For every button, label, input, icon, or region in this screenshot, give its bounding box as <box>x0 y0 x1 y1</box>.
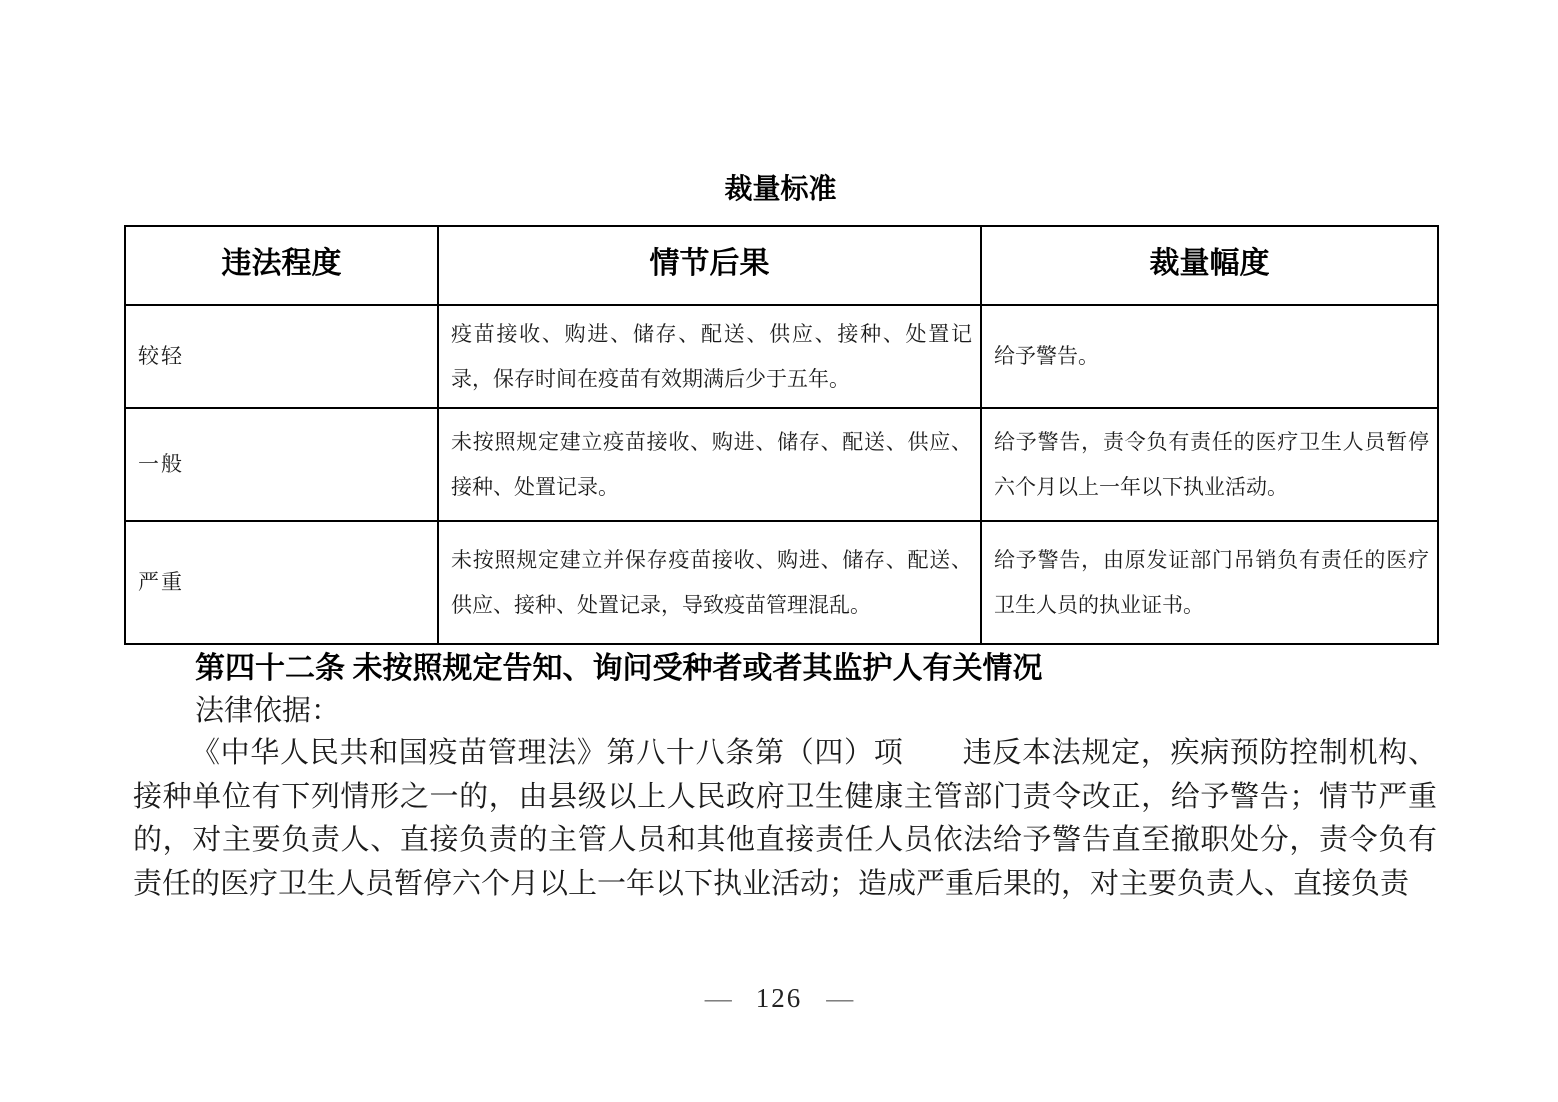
header-cell-violation-degree: 违法程度 <box>125 226 438 305</box>
header-cell-circumstance: 情节后果 <box>438 226 981 305</box>
cell-discretion: 给予警告，由原发证部门吊销负有责任的医疗卫生人员的执业证书。 <box>981 521 1438 644</box>
cell-circumstance: 未按照规定建立并保存疫苗接收、购进、储存、配送、供应、接种、处置记录，导致疫苗管理混乱。 <box>438 521 981 644</box>
table-row <box>125 305 1438 408</box>
header-cell-discretion-range: 裁量幅度 <box>981 226 1438 305</box>
table-row <box>125 521 1438 644</box>
cell-discretion: 给予警告，责令负有责任的医疗卫生人员暂停六个月以上一年以下执业活动。 <box>981 408 1438 521</box>
discretion-standards-table <box>124 225 1439 645</box>
cell-degree: 较轻 <box>125 305 438 408</box>
cell-discretion: 给予警告。 <box>981 305 1438 408</box>
cell-circumstance: 未按照规定建立疫苗接收、购进、储存、配送、供应、接种、处置记录。 <box>438 408 981 521</box>
page-footer <box>0 980 1558 1016</box>
cell-degree: 一般 <box>125 408 438 521</box>
footer-left-dash: — <box>704 983 732 1013</box>
page-number: 126 <box>755 983 803 1013</box>
table-header-row <box>125 226 1438 305</box>
page-title: 裁量标准 <box>724 173 837 204</box>
article-section <box>133 648 1437 906</box>
article-heading: 第四十二条 未按照规定告知、询问受种者或者其监护人有关情况 <box>195 652 1043 685</box>
legal-basis-label: 法律依据： <box>195 695 341 727</box>
article-body-text: 《中华人民共和国疫苗管理法》第八十八条第（四）项 违反本法规定，疾病预防控制机构、接种单位有下列情形之一的，由县级以上人民政府卫生健康主管部门责令改正，给予警告；情节严重的，对主要负责人、直接负责的主管人员和其他直接责任人员依法给予警告直至撤职处分，责令负有责任的医疗卫生人员暂停六个月以上一年以下执业活动；造成严重后果的，对主要负责人、直接负责 <box>133 737 1437 900</box>
table-row <box>125 408 1438 521</box>
cell-degree: 严重 <box>125 521 438 644</box>
cell-circumstance: 疫苗接收、购进、储存、配送、供应、接种、处置记录，保存时间在疫苗有效期满后少于五年。 <box>438 305 981 408</box>
footer-right-dash: — <box>826 983 854 1013</box>
